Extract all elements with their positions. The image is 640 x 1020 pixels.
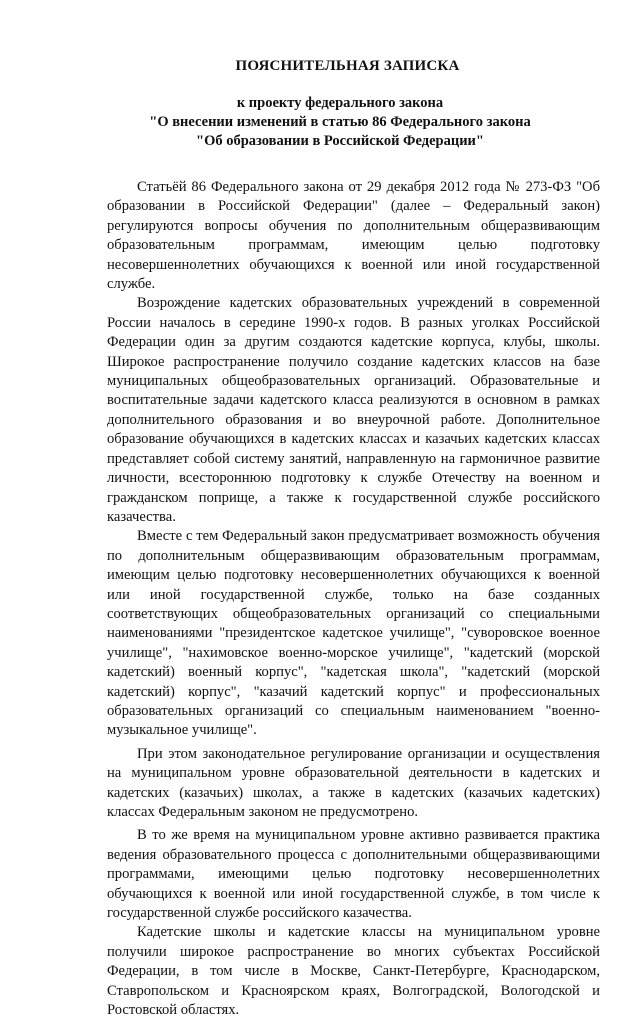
- paragraph: Статьёй 86 Федерального закона от 29 декабря 2012 года № 273-ФЗ "Об образовании в Российской Федерации" (далее – Федеральный закон) регулируются вопросы обучения по дополнительным общеразвивающим образовательным программам, имеющим целью подготовку несовершеннолетних обучающихся к военной или иной государственной службе.: [107, 179, 600, 293]
- document-body: [107, 178, 600, 1020]
- subtitle-line: к проекту федерального закона: [236, 95, 444, 111]
- paragraph: Возрождение кадетских образовательных учреждений в современной России началось в середине 1990-х годов. В разных уголках Российской Федерации один за другим создаются кадетские корпуса, клубы, школы. Широкое распространение получило создание кадетских классов на базе муниципальных общеобразовательных организаций. Образовательные и воспитательные задачи кадетского класса реализуются в основном в рамках дополнительного образования и во внеурочной работе. Дополнительное образование обучающихся в кадетских классах и казачьих кадетских классах представляет собой систему занятий, направленную на гармоничное развитие личности, всестороннюю подготовку к службе Отечеству на военном и гражданском поприще, а также к государственной службе российского казачества.: [107, 295, 600, 525]
- paragraph: При этом законодательное регулирование организации и осуществления на муниципальном уровне образовательной деятельности в кадетских и кадетских (казачьих) школах, а также в кадетских (казачьих кадетских) классах Федеральным законом не предусмотрено.: [107, 745, 600, 820]
- paragraph: Вместе с тем Федеральный закон предусматривает возможность обучения по дополнительным общеразвивающим образовательным программам, имеющим целью подготовку несовершеннолетних обучающихся к военной или иной государственной службе, только на базе созданных соответствующих общеобразовательных организаций со специальными наименованиями "президентское кадетское училище", "суворовское военное училище", "нахимовское военно-морское училище", "кадетский (морской кадетский) военный корпус", "кадетская школа", "кадетский (морской кадетский) корпус", "казачий кадетский корпус" и профессиональных образовательных организаций со специальным наименованием "военно-музыкальное училище".: [107, 528, 600, 739]
- paragraph: В то же время на муниципальном уровне активно развивается практика ведения образовательного процесса с дополнительными общеразвивающими программами, имеющими целью подготовку несовершеннолетних обучающихся к военной или иной государственной службе, в том числе к государственной службе российского казачества.: [107, 827, 600, 922]
- subtitle-line: "О внесении изменений в статью 86 Федерального закона: [149, 114, 531, 130]
- document-subtitle: [60, 94, 620, 151]
- paragraph: Кадетские школы и кадетские классы на муниципальном уровне получили широкое распространение во многих субъектах Российской Федерации, в том числе в Москве, Санкт-Петербурге, Краснодарском, Ставропольском и Красноярском краях, Волгоградской, Вологодской и Ростовской областях.: [107, 924, 600, 1019]
- document-title: ПОЯСНИТЕЛЬНАЯ ЗАПИСКА: [235, 58, 460, 74]
- subtitle-line: "Об образовании в Российской Федерации": [196, 133, 484, 149]
